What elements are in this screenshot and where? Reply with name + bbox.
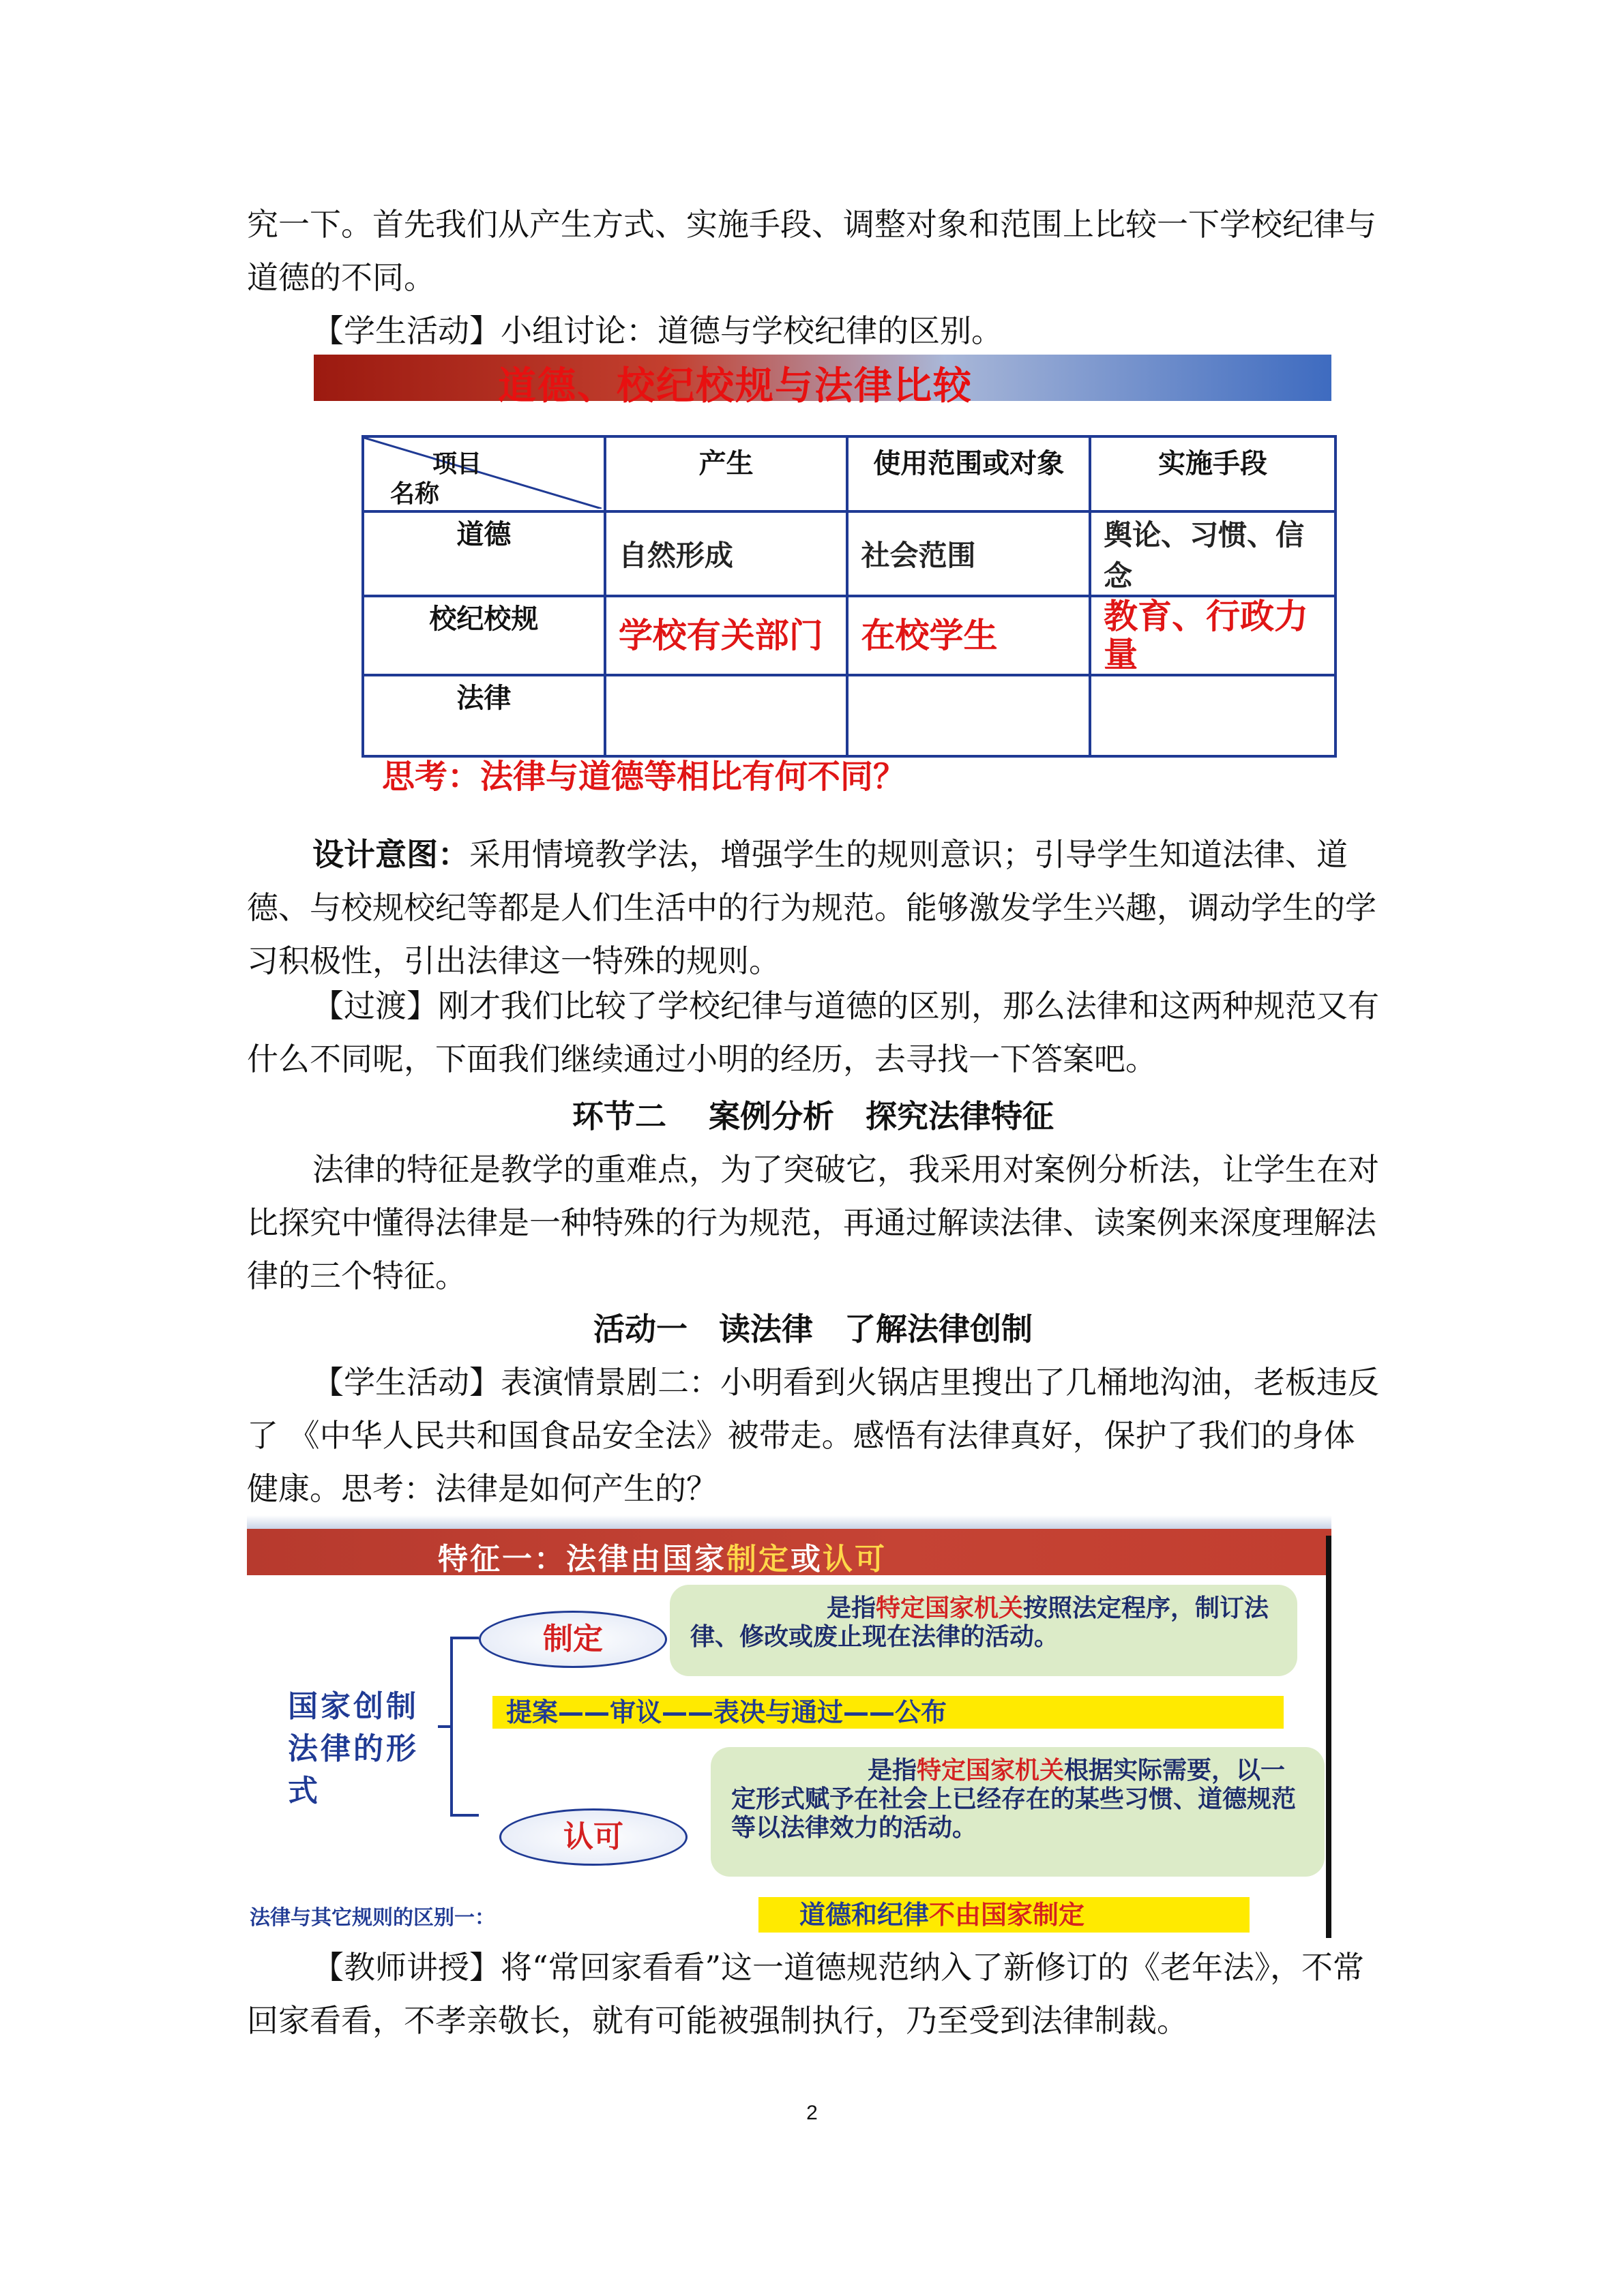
feature-slide-banner bbox=[247, 1529, 1331, 1575]
table-row bbox=[363, 675, 1335, 756]
table-header-cell: 实施手段 bbox=[1090, 436, 1335, 511]
table-cell: 教育、行政力量 bbox=[1090, 596, 1335, 675]
page-number: 2 bbox=[806, 2102, 818, 2124]
table-cell: 舆论、习惯、信念 bbox=[1090, 511, 1335, 596]
table-cell: 学校有关部门 bbox=[605, 596, 848, 675]
comparison-slide bbox=[314, 355, 1337, 798]
comparison-slide-title: 道德、校纪校规与法律比较 bbox=[498, 364, 973, 408]
table-row bbox=[363, 596, 1335, 675]
corner-label-bottom: 名称 bbox=[390, 480, 440, 508]
section-heading-2: 环节二 案例分析 探究法律特征 bbox=[572, 1098, 1054, 1135]
paragraph-design-intent bbox=[247, 828, 1379, 987]
paragraph-student-activity-1: 【学生活动】小组讨论：道德与学校纪律的区别。 bbox=[312, 312, 1003, 349]
table-header-row bbox=[363, 436, 1335, 511]
table-cell bbox=[1090, 675, 1335, 756]
table-row-name: 法律 bbox=[363, 675, 605, 756]
comparison-slide-banner bbox=[314, 355, 1331, 408]
table-row-name: 校纪校规 bbox=[363, 596, 605, 675]
recognize-oval: 认可 bbox=[499, 1808, 688, 1866]
paragraph-student-activity-2: 【学生活动】表演情景剧二：小明看到火锅店里搜出了几桶地沟油，老板违反了 《中华人民共和国食品安全法》被带走。感悟有法律真好，保护了我们的身体健康。思考：法律是如何产生的？ bbox=[247, 1364, 1379, 1507]
legislative-process-bar: 提案——审议——表决与通过——公布 bbox=[492, 1696, 1284, 1729]
paragraph-transition: 【过渡】刚才我们比较了学校纪律与道德的区别，那么法律和这两种规范又有什么不同呢，下面我们继续通过小明的经历，去寻找一下答案吧。 bbox=[247, 987, 1379, 1077]
table-cell: 在校学生 bbox=[847, 596, 1090, 675]
table-cell: 社会范围 bbox=[847, 511, 1090, 596]
creation-form-label: 国家创制法律的形式 bbox=[288, 1689, 419, 1808]
table-header-cell: 产生 bbox=[605, 436, 848, 511]
feature-slide-title: 特征一：法律由国家制定或认可 bbox=[438, 1542, 887, 1577]
corner-label-top: 项目 bbox=[432, 450, 482, 478]
feature-slide bbox=[247, 1515, 1331, 1938]
recognize-definition-box: 是指特定国家机关根据实际需要，以一定形式赋予在社会上已经存在的某些习惯、道德规范等以法律效力的活动。 bbox=[711, 1747, 1325, 1877]
table-cell bbox=[847, 675, 1090, 756]
enact-oval: 制定 bbox=[479, 1611, 667, 1668]
difference-bar: 道德和纪律不由国家制定 bbox=[758, 1897, 1250, 1933]
think-question: 思考：法律与道德等相比有何不同？ bbox=[382, 758, 906, 796]
table-cell bbox=[605, 675, 848, 756]
difference-label: 法律与其它规则的区别一： bbox=[250, 1906, 495, 1930]
design-intent-label: 设计意图： bbox=[312, 836, 469, 873]
paragraph-law-features: 法律的特征是教学的重难点，为了突破它，我采用对案例分析法，让学生在对比探究中懂得法律是一种特殊的行为规范，再通过解读法律、读案例来深度理解法律的三个特征。 bbox=[247, 1151, 1379, 1294]
enact-definition-box: 是指特定国家机关按照法定程序，制订法律、修改或废止现在法律的活动。 bbox=[670, 1585, 1297, 1676]
table-cell: 自然形成 bbox=[605, 511, 848, 596]
table-row-name: 道德 bbox=[363, 511, 605, 596]
table-header-cell: 使用范围或对象 bbox=[847, 436, 1090, 511]
slide-right-border bbox=[1326, 1536, 1331, 1938]
paragraph-teacher-lecture: 【教师讲授】将“常回家看看”这一道德规范纳入了新修订的《老年法》，不常回家看看，不孝亲敬长，就有可能被强制执行，乃至受到法律制裁。 bbox=[247, 1949, 1365, 2039]
comparison-table bbox=[361, 435, 1337, 758]
activity-heading-1: 活动一 读法律 了解法律创制 bbox=[593, 1311, 1033, 1347]
table-row bbox=[363, 511, 1335, 596]
feature-slide-top-band bbox=[247, 1515, 1331, 1529]
table-corner-cell bbox=[363, 436, 605, 511]
paragraph-intro: 究一下。首先我们从产生方式、实施手段、调整对象和范围上比较一下学校纪律与道德的不同。 bbox=[247, 206, 1376, 296]
design-intent-text: 采用情境教学法，增强学生的规则意识；引导学生知道法律、道德、与校规校纪等都是人们生活中的行为规范。能够激发学生兴趣，调动学生的学习积极性，引出法律这一特殊的规则。 bbox=[247, 836, 1376, 979]
